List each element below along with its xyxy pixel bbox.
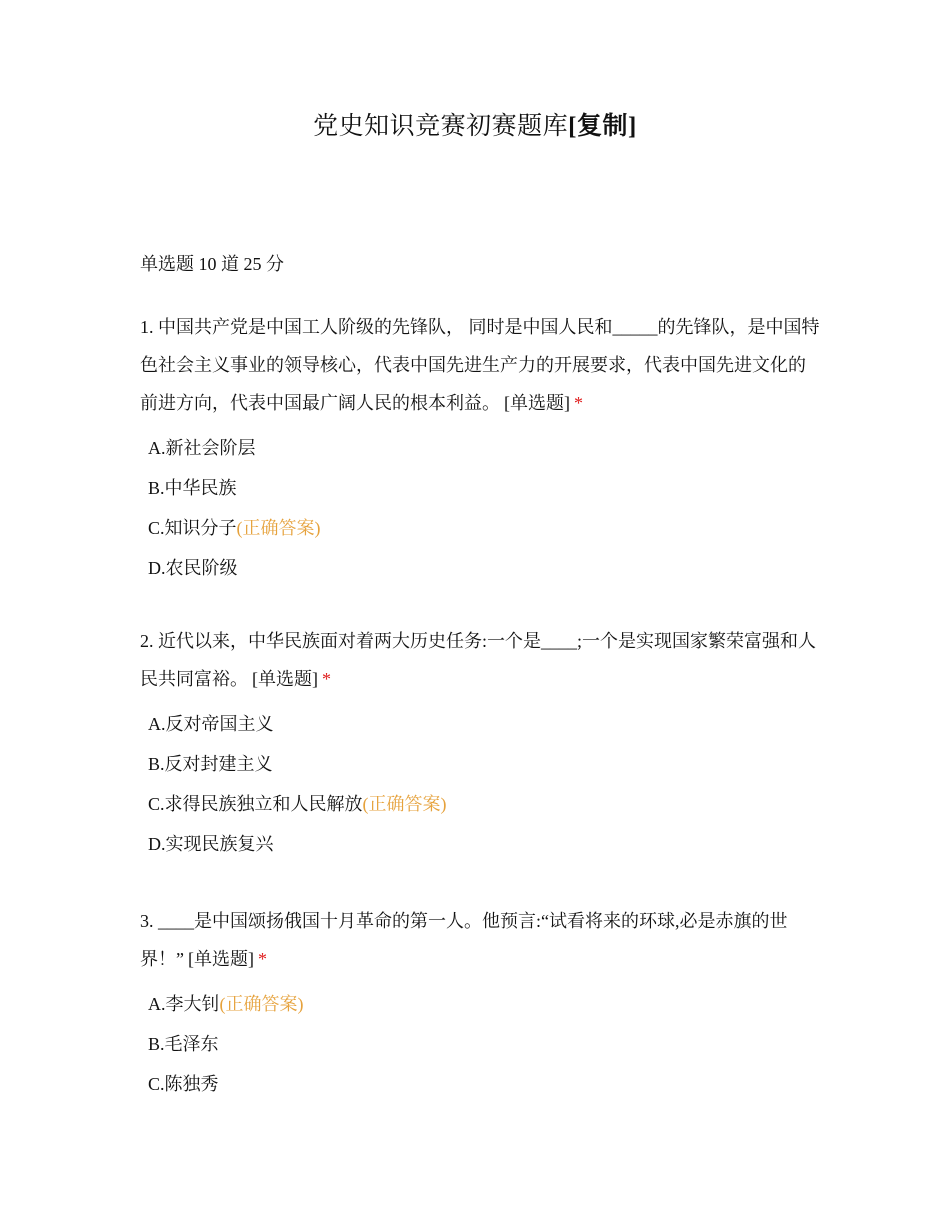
option-b	[148, 468, 820, 508]
question-text	[140, 622, 820, 698]
required-mark: *	[258, 949, 267, 969]
question-type: [单选题]	[252, 669, 318, 689]
option-list	[148, 428, 820, 588]
option-list	[148, 984, 820, 1104]
option-label: C.求得民族独立和人民解放	[148, 794, 363, 814]
option-d	[148, 824, 820, 864]
option-c	[148, 1064, 820, 1104]
option-label: A.李大钊	[148, 994, 220, 1014]
option-a	[148, 984, 820, 1024]
required-mark: *	[322, 669, 331, 689]
option-label: D.实现民族复兴	[148, 834, 274, 854]
question-body: 3. ____是中国颂扬俄国十月革命的第一人。他预言:“试看将来的环球,必是赤旗的世界！”	[140, 911, 788, 969]
question-2	[140, 622, 820, 864]
question-text	[140, 902, 820, 978]
option-label: A.新社会阶层	[148, 438, 256, 458]
option-a	[148, 704, 820, 744]
option-label: B.毛泽东	[148, 1034, 219, 1054]
option-label: A.反对帝国主义	[148, 714, 274, 734]
required-mark: *	[574, 393, 583, 413]
option-label: B.中华民族	[148, 478, 237, 498]
option-b	[148, 744, 820, 784]
option-label: D.农民阶级	[148, 558, 238, 578]
section-heading: 单选题 10 道 25 分	[140, 254, 284, 274]
correct-answer-tag: (正确答案)	[236, 518, 321, 538]
document-title	[0, 110, 950, 144]
question-body: 1. 中国共产党是中国工人阶级的先锋队， 同时是中国人民和_____的先锋队，是中国特色社会主义事业的领导核心，代表中国先进生产力的开展要求，代表中国先进文化的前进方向，代表中国最广阔人民的根本利益。	[140, 317, 820, 413]
correct-answer-tag: (正确答案)	[362, 794, 447, 814]
option-b	[148, 1024, 820, 1064]
question-1	[140, 308, 820, 588]
option-label: C.陈独秀	[148, 1074, 219, 1094]
option-list	[148, 704, 820, 864]
option-label: B.反对封建主义	[148, 754, 273, 774]
title-suffix: [复制]	[568, 113, 637, 140]
question-3	[140, 902, 820, 1104]
question-type: [单选题]	[188, 949, 254, 969]
title-main: 党史知识竞赛初赛题库	[313, 113, 569, 140]
option-d	[148, 548, 820, 588]
option-a	[148, 428, 820, 468]
option-c	[148, 508, 820, 548]
question-text	[140, 308, 820, 422]
question-type: [单选题]	[504, 393, 570, 413]
option-c	[148, 784, 820, 824]
correct-answer-tag: (正确答案)	[219, 994, 304, 1014]
option-label: C.知识分子	[148, 518, 237, 538]
question-body: 2. 近代以来，中华民族面对着两大历史任务:一个是____;一个是实现国家繁荣富强和人民共同富裕。	[140, 631, 816, 689]
